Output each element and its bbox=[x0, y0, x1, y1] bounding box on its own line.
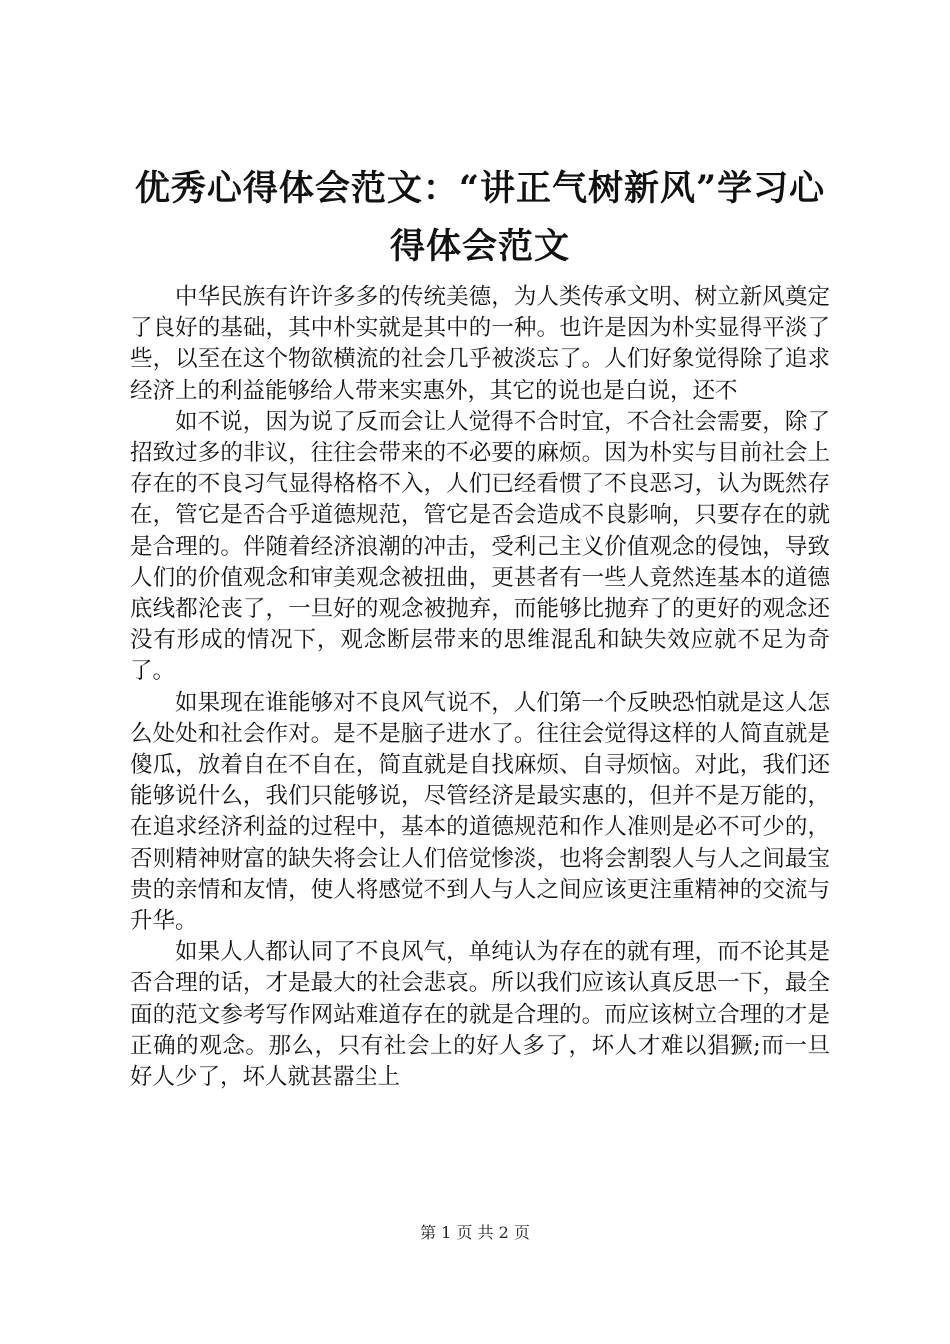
paragraph-4: 如果人人都认同了不良风气，单纯认为存在的就有理，而不论其是否合理的话，才是最大的社会悲哀。所以我们应该认真反思一下，最全面的范文参考写作网站难道存在的就是合理的。而应该树立合理的才是正确的观念。那么，只有社会上的好人多了，坏人才难以猖獗;而一旦好人少了，坏人就甚嚣尘上 bbox=[130, 939, 830, 1091]
paragraph-1: 中华民族有许许多多的传统美德，为人类传承文明、树立新风奠定了良好的基础，其中朴实就是其中的一种。也许是因为朴实显得平淡了些，以至在这个物欲横流的社会几乎被淡忘了。人们好象觉得除了追求经济上的利益能够给人带来实惠外，其它的说也是白说，还不 bbox=[130, 284, 830, 404]
document-title: 优秀心得体会范文：“讲正气树新风”学习心得体会范文 bbox=[134, 168, 826, 267]
page-footer: 第 1 页 共 2 页 bbox=[420, 1223, 530, 1242]
document-page bbox=[130, 160, 830, 1093]
paragraph-3: 如果现在谁能够对不良风气说不，人们第一个反映恐怕就是这人怎么处处和社会作对。是不是脑子进水了。往往会觉得这样的人简直就是傻瓜，放着自在不自在，简直就是自找麻烦、自寻烦恼。对此，我们还能够说什么，我们只能够说，尽管经济是最实惠的，但并不是万能的，在追求经济利益的过程中，基本的道德规范和作人准则是必不可少的，否则精神财富的缺失将会让人们倍觉惨淡，也将会割裂人与人之间最宝贵的亲情和友情，使人将感觉不到人与人之间应该更注重精神的交流与升华。 bbox=[130, 689, 830, 935]
paragraph-2: 如不说，因为说了反而会让人觉得不合时宜，不合社会需要，除了招致过多的非议，往往会带来的不必要的麻烦。因为朴实与目前社会上存在的不良习气显得格格不入，人们已经看惯了不良恶习，认为既然存在，管它是否合乎道德规范，管它是否会造成不良影响，只要存在的就是合理的。伴随着经济浪潮的冲击，受利己主义价值观念的侵蚀，导致人们的价值观念和审美观念被扭曲，更甚者有一些人竟然连基本的道德底线都沦丧了，一旦好的观念被抛弃，而能够比抛弃了的更好的观念还没有形成的情况下，观念断层带来的思维混乱和缺失效应就不足为奇了。 bbox=[130, 408, 830, 685]
